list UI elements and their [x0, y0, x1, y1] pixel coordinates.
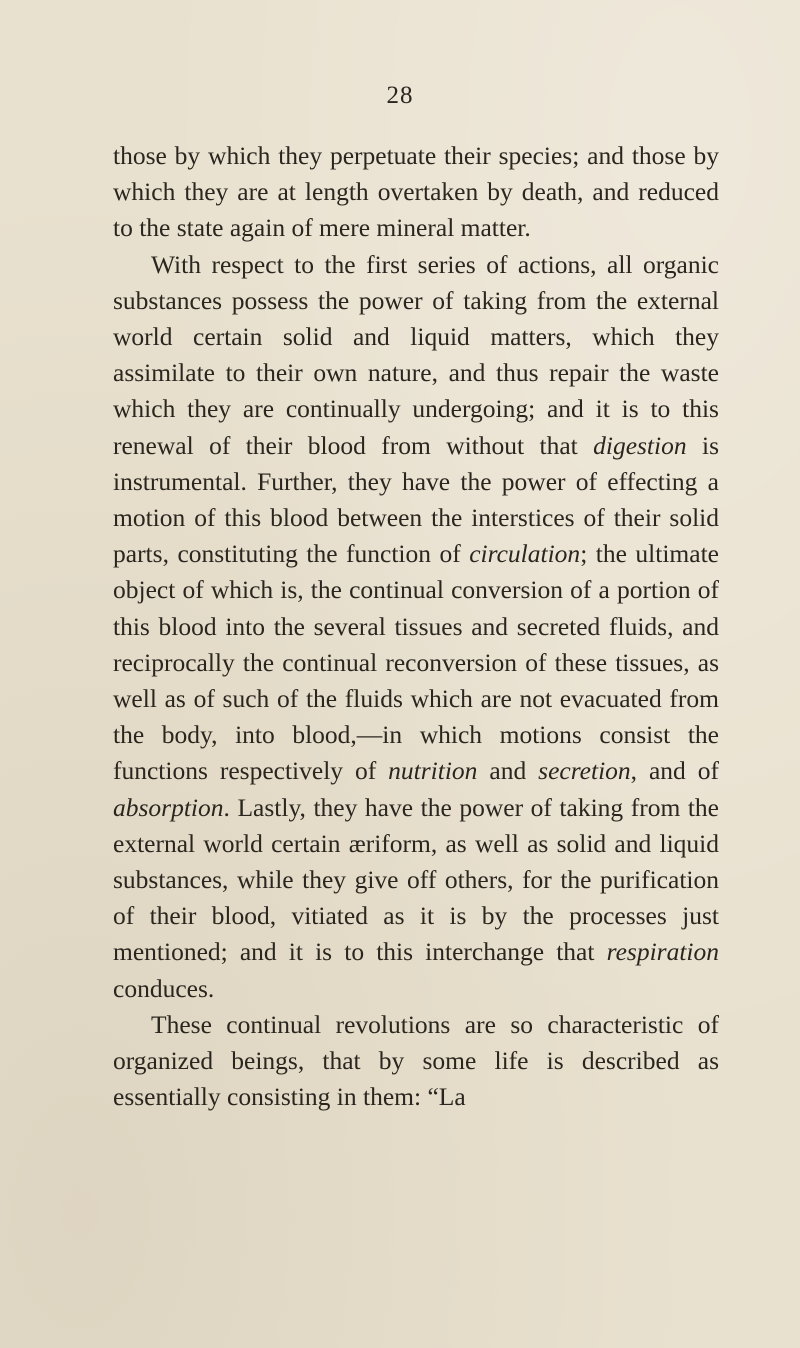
text-run: those by which they perpetuate their species; and those by which they are at length overtaken by death, and reduced to the state again of mere mineral matter.: [113, 141, 719, 243]
text-run: These continual revolutions are so characteristic of organized beings, that by some life is described as essentially consisting in them: “La: [113, 1009, 719, 1112]
body-text: [113, 138, 719, 1115]
text-run: conduces.: [113, 973, 215, 1003]
text-run: . Lastly, they have the power of taking from the external world certain æriform, as well as solid and liquid substances, while they give off others, for the purification of their blood, vitiated as it is by the processes just mentioned; and it is to this interchange that: [113, 792, 719, 967]
italic-term: nutrition: [388, 756, 478, 786]
italic-term: secretion: [538, 756, 631, 786]
italic-term: circulation: [469, 539, 581, 569]
text-run: and: [477, 756, 539, 786]
paragraph: [113, 138, 719, 247]
paragraph: [113, 1007, 719, 1116]
page-number: 28: [386, 82, 414, 109]
paragraph: [113, 247, 719, 1007]
text-run: ; the ultimate object of which is, the continual conversion of a portion of this blood into the several tissues and secreted fluids, and reciprocally the continual reconversion of these tissues, as well as of such of the fluids which are not evacuated from the body, into blood,—in which motions consist the functions respectively of: [113, 539, 719, 786]
text-run: is instrumental. Further, they have the power of effecting a motion of this blood between the interstices of their solid parts, constituting the function of: [113, 430, 719, 569]
text-run: With respect to the first series of actions, all organic substances possess the power of taking from the external world certain solid and liquid matters, which they assimilate to their own nature, and thus repair the waste which they are continually undergoing; and it is to this renewal of their blood from without that: [113, 249, 719, 460]
italic-term: absorption: [113, 792, 224, 822]
italic-term: digestion: [593, 430, 687, 460]
text-run: , and of: [630, 756, 719, 786]
italic-term: respiration: [606, 937, 719, 967]
